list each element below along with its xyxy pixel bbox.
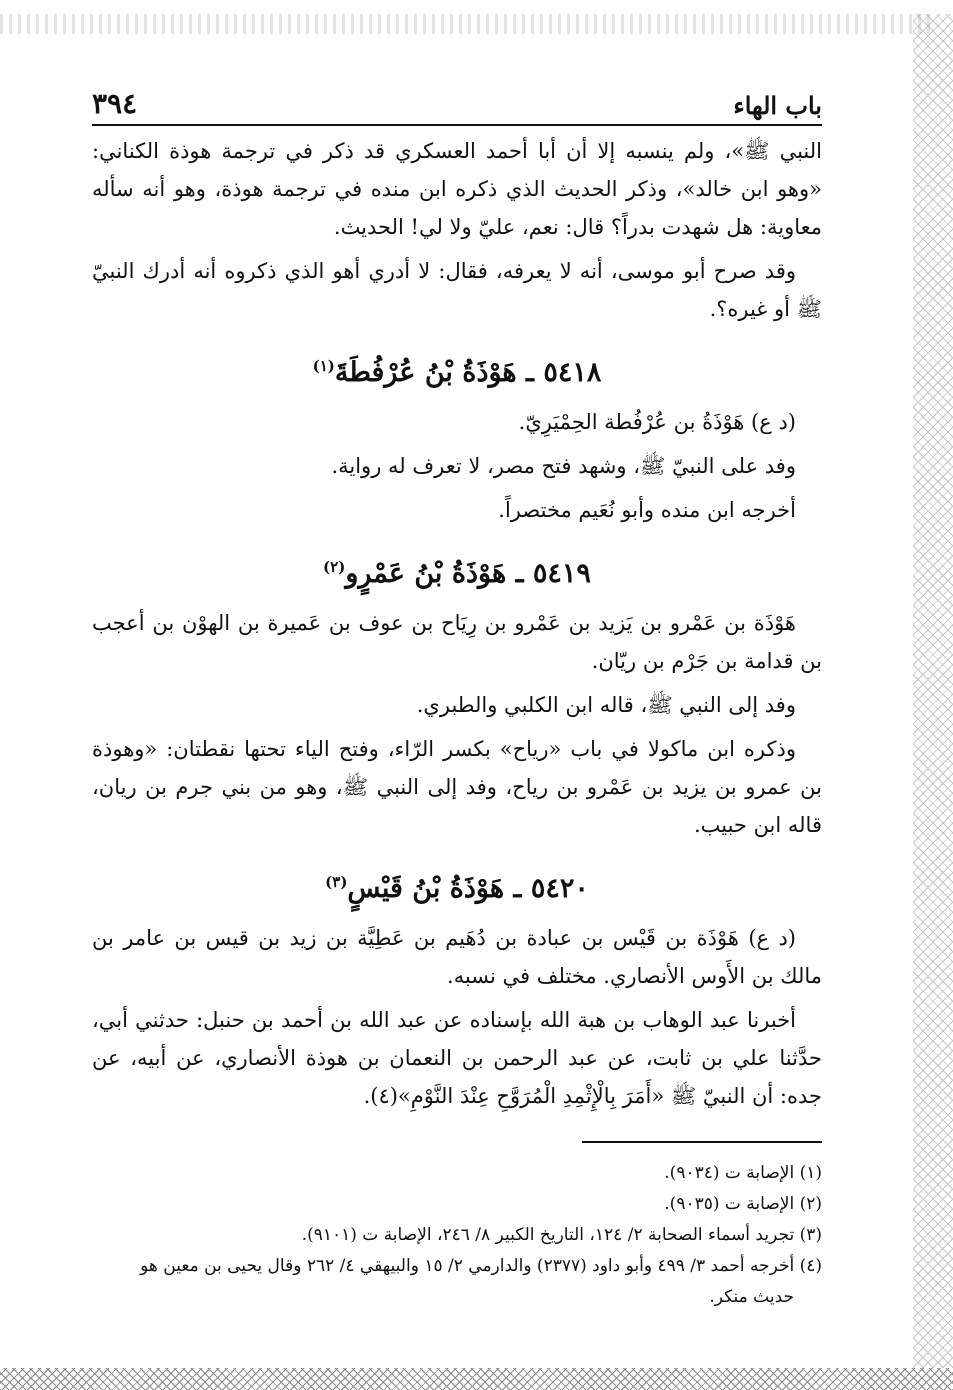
footnotes (92, 1159, 822, 1311)
footnote: (٢) الإصابة ت (٩٠٣٥). (664, 1194, 822, 1214)
book-page (92, 80, 822, 1350)
paragraph: وفد على النبيّ ﷺ، وشهد فتح مصر، لا تعرف له رواية. (331, 454, 796, 478)
footnote: (٣) تجريد أسماء الصحابة ٢/ ١٢٤، التاريخ الكبير ٨/ ٢٤٦، الإصابة ت (٩١٠١). (301, 1225, 822, 1245)
paragraph: (د ع) هَوْذَة بن قَيْس بن عبادة بن دُهَيم بن عَطِيَّة بن زيد بن قيس بن عامر بن مالك بن الأَوس الأنصاري. مختلف في نسبه. (92, 926, 822, 988)
paragraph: وذكره ابن ماكولا في باب «رياح» بكسر الرّاء، وفتح الياء تحتها نقطتان: «وهوذة بن عمرو بن يزيد بن عَمْرو بن رياح، وفد إلى النبي ﷺ، وهو من بني جرم بن ريان، قاله ابن حبيب. (92, 737, 822, 837)
page-bottom-border (0, 1368, 953, 1390)
page-number: ٣٩٤ (92, 87, 138, 120)
page-body (92, 132, 822, 1115)
footnote: (٤) أخرجه أحمد ٣/ ٤٩٩ وأبو داود (٢٣٧٧) والدارمي ٢/ ١٥ والبيهقي ٤/ ٢٦٢ وقال يحيى بن معين هو (140, 1256, 822, 1276)
chapter-title: باب الهاء (733, 91, 822, 120)
footnote-ref: (٣) (325, 873, 348, 891)
entry-heading (92, 547, 822, 594)
paragraph: أخبرنا عبد الوهاب بن هبة الله بإسناده عن عبد الله بن أحمد بن حنبل: حدثني أبي، حدَّثنا علي بن ثابت، عن عبد الرحمن بن النعمان بن هوذة الأنصاري، عن أبيه، عن جده: أن النبيّ ﷺ «أَمَرَ بِالْإِثْمِدِ الْمُرَوَّحِ عِنْدَ النَّوْمِ»(٤). (92, 1008, 822, 1108)
paragraph: أخرجه ابن منده وأبو نُعَيم مختصراً. (498, 498, 796, 522)
paragraph: وقد صرح أبو موسى، أنه لا يعرفه، فقال: لا أدري أهو الذي ذكروه أنه أدرك النبيّ ﷺ أو غيره؟. (92, 259, 822, 321)
footnote: (١) الإصابة ت (٩٠٣٤). (664, 1163, 822, 1183)
page-header (92, 80, 822, 126)
entry-heading-text: ٥٤٢٠ ـ هَوْذَةُ بْنُ قَيْسٍ (347, 873, 589, 904)
paragraph: النبي ﷺ»، ولم ينسبه إلا أن أبا أحمد العسكري قد ذكر في ترجمة هوذة الكناني: «وهو ابن خالد»، وذكر الحديث الذي ذكره ابن منده في ترجمة هوذة، وهو أنه سأله معاوية: هل شهدت بدراً؟ قال: نعم، عليّ ولا لي! الحديث. (92, 139, 822, 239)
entry-heading-text: ٥٤١٨ ـ هَوْذَةُ بْنُ عُرْفُطَةَ (334, 357, 602, 388)
footnote-ref: (٢) (323, 558, 346, 576)
footnote-separator (582, 1141, 822, 1143)
entry-heading (92, 862, 822, 909)
footnote-continuation: حديث منكر. (709, 1287, 794, 1307)
paragraph: وفد إلى النبي ﷺ، قاله ابن الكلبي والطبري. (416, 693, 796, 717)
entry-heading (92, 346, 822, 393)
page-right-border (913, 14, 953, 1368)
paragraph: هَوْذَة بن عَمْرو بن يَزيد بن عَمْرو بن رِيَاح بن عوف بن عَميرة بن الهوْن بن أعجب بن قدامة بن جَرْم بن ريّان. (92, 611, 822, 673)
entry-heading-text: ٥٤١٩ ـ هَوْذَةُ بْنُ عَمْرٍو (345, 558, 591, 589)
page-top-border (0, 14, 930, 34)
footnote-ref: (١) (312, 357, 335, 375)
paragraph: (د ع) هَوْذَةُ بن عُرْفُطة الحِمْيَرِيّ. (518, 410, 796, 434)
